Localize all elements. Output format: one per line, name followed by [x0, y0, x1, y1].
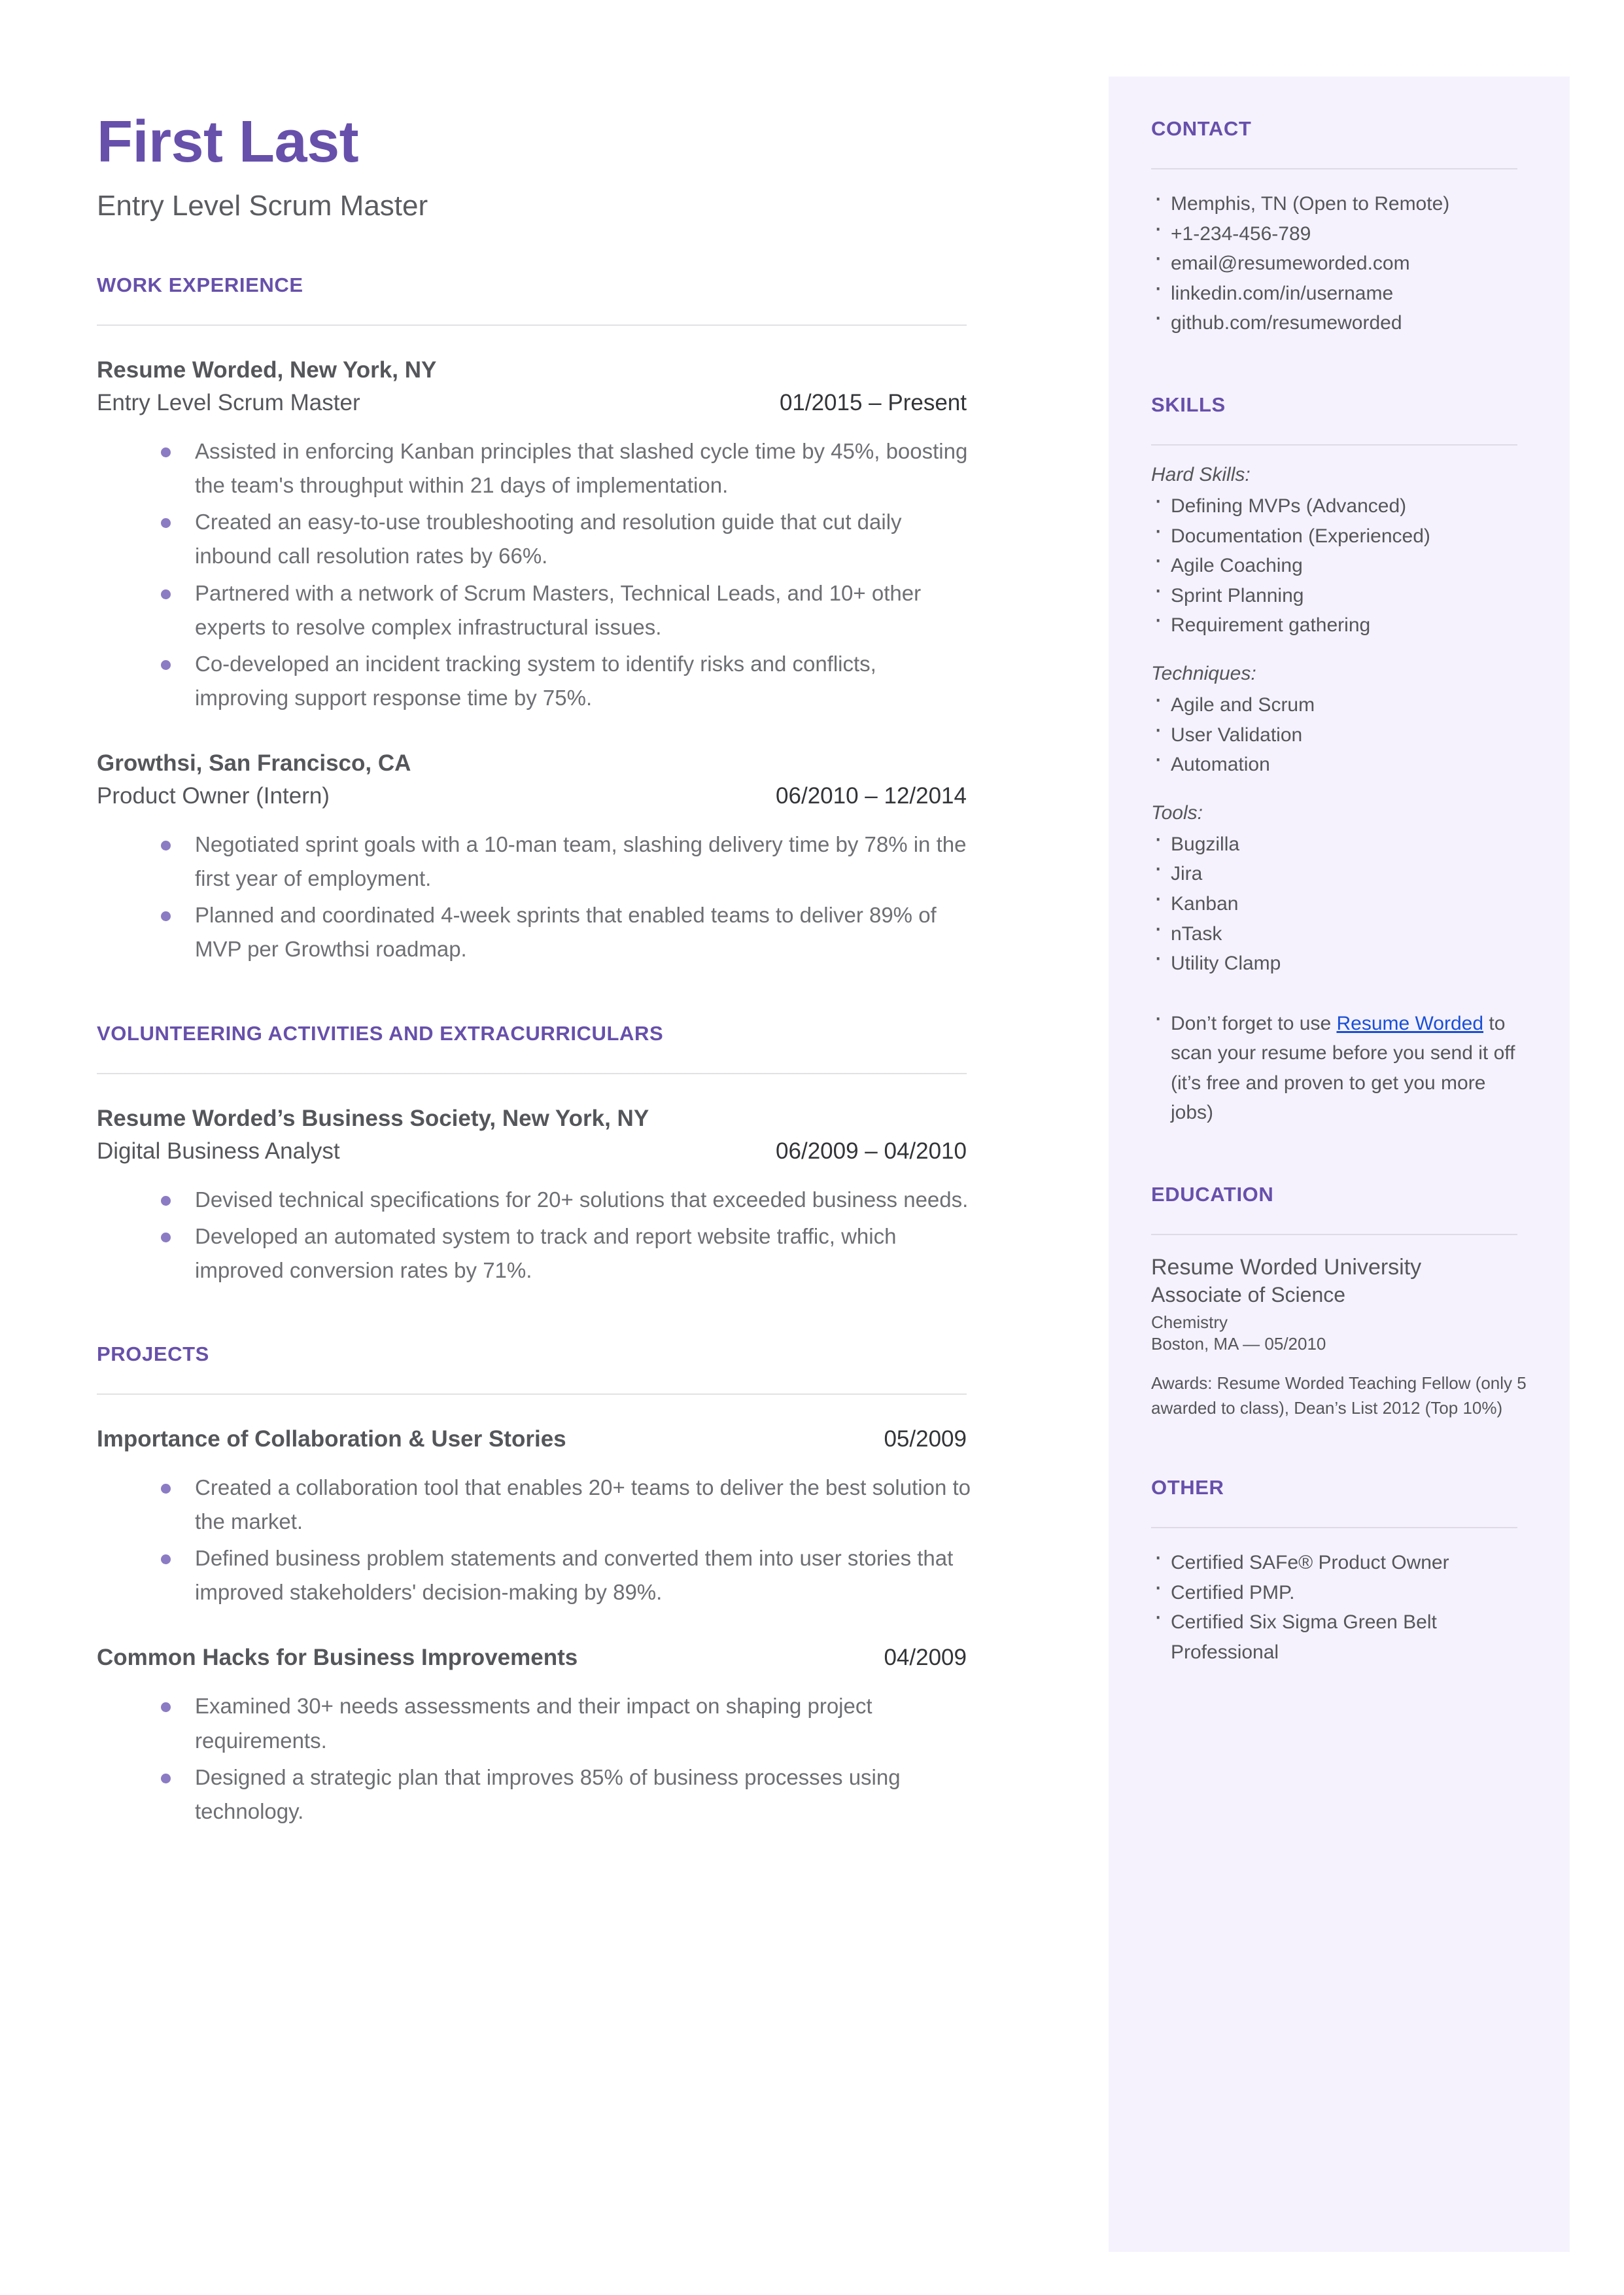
list-item: Co-developed an incident tracking system to identify risks and conflicts, improving support response time by 75%. [154, 647, 973, 715]
organization-name: Resume Worded’s Business Society, New York, NY [97, 1105, 649, 1131]
list-item: · Bugzilla [1151, 830, 1530, 860]
list-item: · Certified Six Sigma Green Belt Professional [1151, 1607, 1530, 1667]
project-entry [97, 1645, 973, 1829]
role-date-row [97, 783, 967, 809]
list-item: · Automation [1151, 750, 1530, 780]
sidebar-section-skills [1151, 393, 1530, 1128]
skills-group-label: Tools: [1151, 801, 1203, 824]
role-date-row [97, 1138, 967, 1165]
section-heading-work-experience: WORK EXPERIENCE [97, 273, 303, 296]
list-item: Defined business problem statements and converted them into user stories that improved stakeholders' decision-making by 89%. [154, 1541, 973, 1609]
project-title: Common Hacks for Business Improvements [97, 1645, 578, 1671]
list-item: Created an easy-to-use troubleshooting and resolution guide that cut daily inbound call resolution rates by 66%. [154, 505, 973, 573]
degree: Associate of Science [1151, 1283, 1346, 1307]
bullet-list [97, 434, 973, 715]
sidebar-section-other [1151, 1476, 1530, 1667]
bullet-list [97, 1183, 973, 1288]
employer-name: Resume Worded, New York, NY [97, 357, 437, 383]
section-divider [97, 324, 967, 326]
list-item: · Kanban [1151, 889, 1530, 919]
sidebar-divider [1151, 168, 1517, 169]
list-item: Assisted in enforcing Kanban principles that slashed cycle time by 45%, boosting the team's throughput within 21 days of implementation. [154, 434, 973, 502]
list-item: · Agile Coaching [1151, 551, 1530, 581]
project-title: Importance of Collaboration & User Stories [97, 1426, 566, 1452]
experience-entry [97, 357, 973, 715]
sidebar-section-education [1151, 1183, 1530, 1421]
list-item-linkedin[interactable]: · linkedin.com/in/username [1151, 279, 1530, 309]
list-item: Planned and coordinated 4-week sprints that enabled teams to deliver 89% of MVP per Growthsi roadmap. [154, 898, 973, 966]
role-date-row [97, 390, 967, 416]
list-item: Created a collaboration tool that enables 20+ teams to deliver the best solution to the market. [154, 1471, 973, 1539]
list-item: · User Validation [1151, 720, 1530, 750]
skills-hard-list [1151, 491, 1530, 640]
list-item: · nTask [1151, 919, 1530, 949]
bullet-list [97, 1471, 973, 1610]
project-title-row [97, 1645, 967, 1671]
list-item-phone: · +1-234-456-789 [1151, 219, 1530, 249]
project-title-row [97, 1426, 967, 1452]
resume-worded-note [1151, 1009, 1530, 1128]
field-of-study: Chemistry [1151, 1312, 1228, 1333]
list-item: Devised technical specifications for 20+ solutions that exceeded business needs. [154, 1183, 973, 1217]
skills-tools-list [1151, 830, 1530, 979]
list-item: Partnered with a network of Scrum Masters, Technical Leads, and 10+ other experts to resolve complex infrastructural issues. [154, 576, 973, 644]
section-divider [97, 1073, 967, 1074]
sidebar [1109, 77, 1570, 2252]
list-item: · Jira [1151, 859, 1530, 889]
section-divider [97, 1393, 967, 1395]
project-entry [97, 1426, 973, 1610]
experience-entry [97, 750, 973, 967]
job-dates: 01/2015 – Present [779, 390, 967, 415]
skills-techniques-list [1151, 690, 1530, 780]
list-item: Negotiated sprint goals with a 10-man team, slashing delivery time by 78% in the first year of employment. [154, 828, 973, 896]
education-awards: Awards: Resume Worded Teaching Fellow (only 5 awarded to class), Dean’s List 2012 (Top 10%) [1151, 1373, 1527, 1418]
list-item: · Defining MVPs (Advanced) [1151, 491, 1530, 521]
note-text-before: Don’t forget to use [1171, 1012, 1337, 1034]
project-date: 04/2009 [884, 1645, 967, 1671]
section-heading-volunteering: VOLUNTEERING ACTIVITIES AND EXTRACURRICULARS [97, 1021, 664, 1045]
sidebar-heading-education: EDUCATION [1151, 1183, 1274, 1206]
employer-name: Growthsi, San Francisco, CA [97, 750, 411, 776]
sidebar-section-contact [1151, 117, 1530, 338]
main-column [97, 0, 973, 1831]
list-item: · Sprint Planning [1151, 581, 1530, 611]
section-heading-projects: PROJECTS [97, 1342, 209, 1365]
sidebar-divider [1151, 1527, 1517, 1528]
skills-group-label: Techniques: [1151, 662, 1256, 684]
sidebar-heading-other: OTHER [1151, 1475, 1224, 1499]
list-item: Designed a strategic plan that improves 85% of business processes using technology. [154, 1761, 973, 1829]
volunteer-dates: 06/2009 – 04/2010 [776, 1138, 967, 1164]
sidebar-heading-skills: SKILLS [1151, 393, 1226, 416]
job-title: Product Owner (Intern) [97, 783, 330, 809]
list-item: Examined 30+ needs assessments and their impact on shaping project requirements. [154, 1689, 973, 1757]
list-item: Developed an automated system to track and report website traffic, which improved conversion rates by 71%. [154, 1219, 973, 1288]
skills-group-label: Hard Skills: [1151, 463, 1251, 485]
job-dates: 06/2010 – 12/2014 [776, 783, 967, 809]
list-item: · Documentation (Experienced) [1151, 521, 1530, 552]
project-date: 05/2009 [884, 1426, 967, 1452]
list-item: · Certified PMP. [1151, 1578, 1530, 1608]
sidebar-divider [1151, 1234, 1517, 1235]
resume-worded-link[interactable]: Resume Worded [1336, 1012, 1484, 1034]
job-title: Entry Level Scrum Master [97, 390, 360, 415]
list-item: · Utility Clamp [1151, 949, 1530, 979]
list-item: · Requirement gathering [1151, 610, 1530, 640]
note-text-after: to scan your resume before you send it off (it’s free and proven to get you more jobs) [1171, 1012, 1515, 1124]
education-location-date: Boston, MA — 05/2010 [1151, 1334, 1326, 1354]
list-item-email[interactable]: · email@resumeworded.com [1151, 249, 1530, 279]
list-item-github[interactable]: · github.com/resumeworded [1151, 308, 1530, 338]
certifications-list [1151, 1548, 1530, 1667]
bullet-list [97, 828, 973, 967]
list-item: · Certified SAFe® Product Owner [1151, 1548, 1530, 1578]
sidebar-divider [1151, 444, 1517, 446]
volunteering-entry [97, 1106, 973, 1288]
list-item: · Agile and Scrum [1151, 690, 1530, 720]
headline: Entry Level Scrum Master [97, 190, 428, 222]
sidebar-heading-contact: CONTACT [1151, 117, 1252, 140]
school-name: Resume Worded University [1151, 1255, 1422, 1280]
list-item-location: · Memphis, TN (Open to Remote) [1151, 189, 1530, 219]
contact-list [1151, 189, 1530, 338]
volunteer-title: Digital Business Analyst [97, 1138, 340, 1164]
page-title: First Last [97, 109, 359, 175]
bullet-list [97, 1689, 973, 1829]
